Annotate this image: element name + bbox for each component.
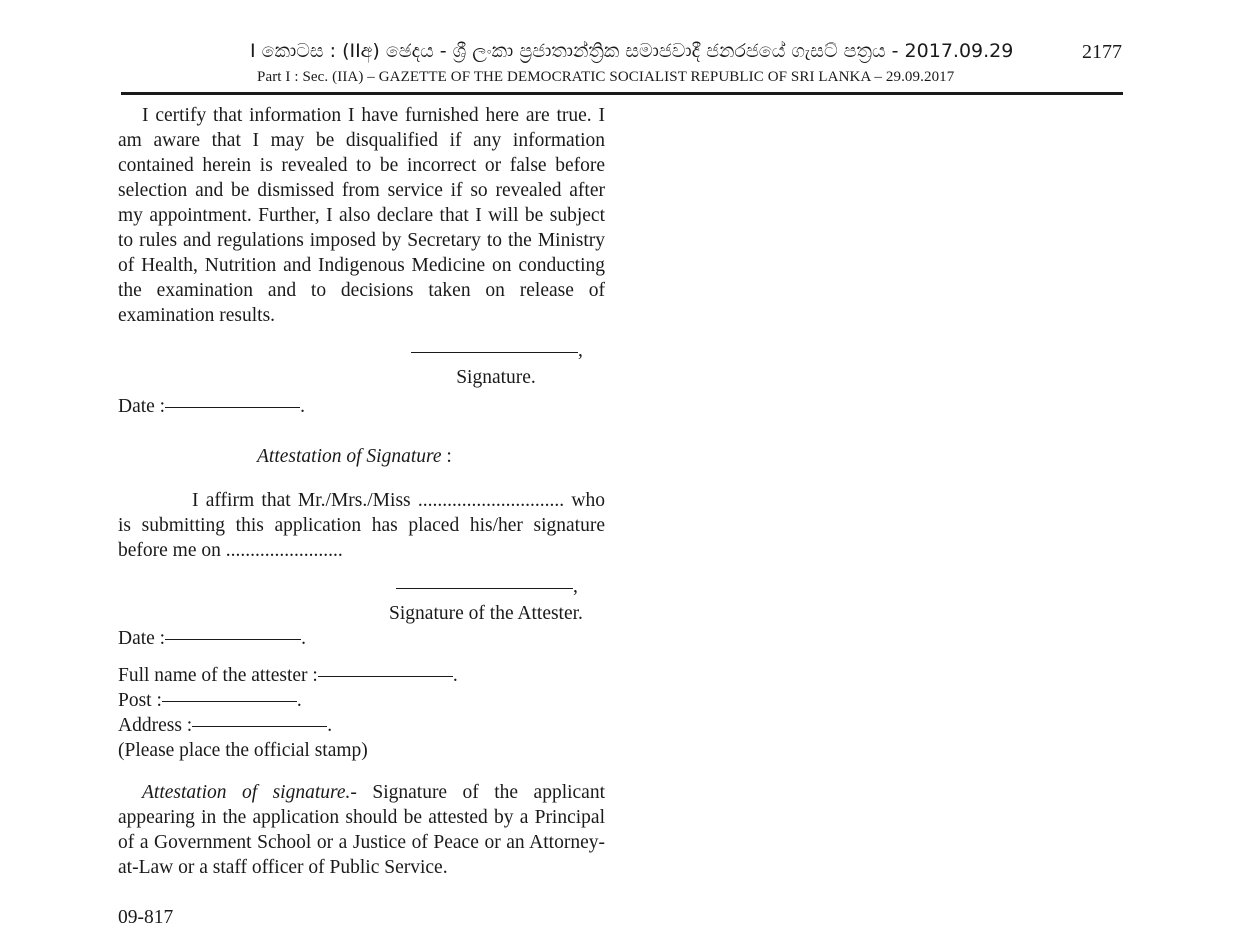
attester-address-field <box>118 713 332 738</box>
attester-date-end: . <box>301 628 306 649</box>
attester-full-name-end: . <box>452 665 458 686</box>
applicant-signature-comma: , <box>578 340 583 361</box>
header-sinhala-line: I කොටස : (IIඅ) ඡෙදය - ශ්‍රී ලංකා ප්‍රජාතාන්ත්‍රික සමාජවාදී ජනරජයේ ගැසට් පත්‍රය - 2017.09.29 <box>250 40 1014 62</box>
attester-signature-label: Signature of the Attester. <box>389 603 583 624</box>
attester-full-name-label: Full name of the attester : <box>118 665 318 686</box>
official-stamp-note: (Please place the official stamp) <box>118 740 368 761</box>
applicant-signature-label: Signature. <box>456 367 536 388</box>
attester-date-label: Date : <box>118 628 166 649</box>
attestation-note-paragraph <box>118 780 605 880</box>
attester-full-name-field <box>118 663 458 688</box>
certification-paragraph: I certify that information I have furnished here are true. I am aware that I may be disqualified if any information contained herein is revealed to be incorrect or false before selection and be dismissed from service if so revealed after my appointment. Further, I also declare that I will be subject to rules and regulations imposed by Secretary to the Ministry of Health, Nutrition and Indigenous Medicine on conducting the examination and to decisions taken on release of examination results. <box>118 105 605 326</box>
applicant-signature-line <box>411 352 578 353</box>
attester-date-blank <box>165 639 301 640</box>
header-rule <box>121 92 1123 95</box>
attester-address-label: Address : <box>118 715 193 736</box>
footer-code: 09-817 <box>118 907 174 928</box>
page-number: 2177 <box>1082 41 1122 63</box>
attestation-note-title: Attestation of signature. <box>142 782 351 803</box>
attester-address-blank <box>192 726 327 727</box>
attester-post-blank <box>162 701 297 702</box>
attestation-heading-colon: : <box>446 446 452 467</box>
applicant-date-blank <box>165 407 300 408</box>
attester-date-field <box>118 626 306 651</box>
attestation-heading-text: Attestation of Signature <box>257 446 442 467</box>
attester-post-label: Post : <box>118 690 162 711</box>
attester-signature-line <box>396 588 573 589</box>
attester-address-end: . <box>327 715 333 736</box>
attestation-note-text: - Signature of the applicant appearing in the application should be attested by a Principal of a Government School or a Justice of Peace or an Attorney-at-Law or a staff officer of Public Service. <box>118 782 606 878</box>
applicant-date-end: . <box>300 396 305 417</box>
attester-post-field <box>118 688 302 713</box>
header-english-line: Part I : Sec. (IIA) – GAZETTE OF THE DEMOCRATIC SOCIALIST REPUBLIC OF SRI LANKA – 29.09.2017 <box>257 69 955 85</box>
attester-signature-comma: , <box>573 576 578 597</box>
attester-full-name-blank <box>318 676 453 677</box>
applicant-date-field <box>118 394 305 419</box>
attestation-heading <box>257 444 452 469</box>
applicant-date-label: Date : <box>118 396 166 417</box>
affirm-paragraph: I affirm that Mr./Mrs./Miss .............................. who is submitting this application has placed his/her signature before me on ........................ <box>118 490 605 561</box>
attester-post-end: . <box>296 690 302 711</box>
